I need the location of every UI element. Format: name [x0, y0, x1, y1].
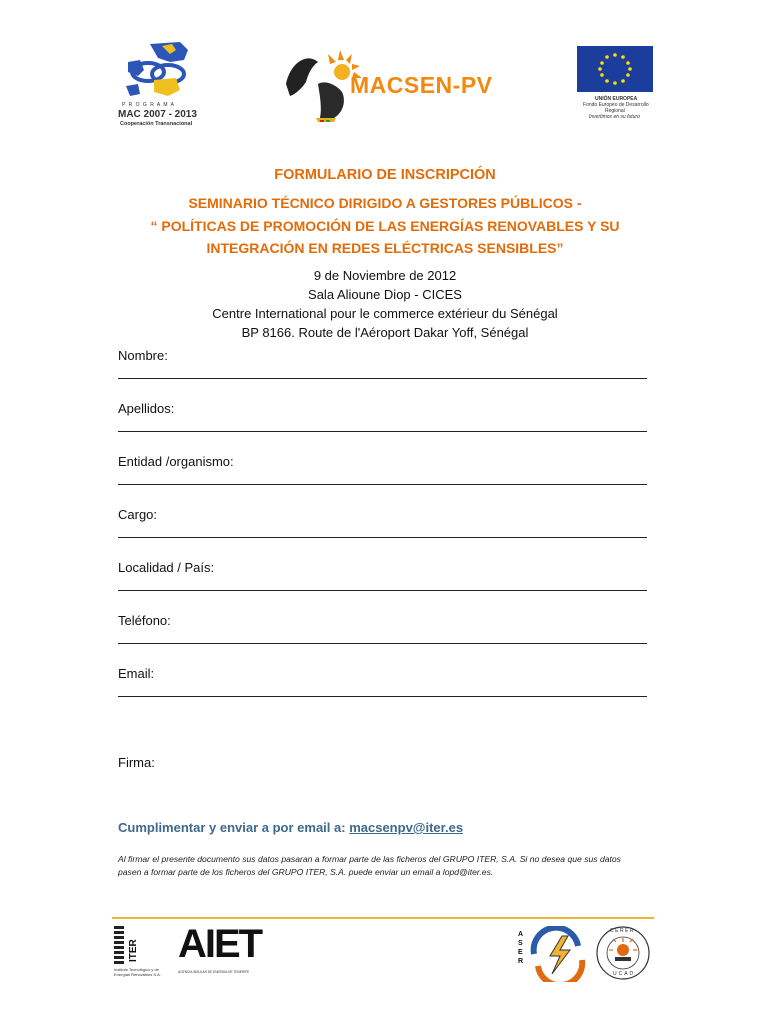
field-label-telefono: Teléfono: — [118, 613, 171, 628]
eu-logo — [573, 44, 657, 126]
aiet-logo — [178, 922, 262, 978]
aiet-wordmark: AIET — [178, 922, 262, 966]
event-address: BP 8166. Route de l'Aéroport Dakar Yoff, Sénégal — [241, 325, 529, 340]
privacy-line-2: pasen a formar parte de los ficheros del GRUPO ITER, S.A. puede enviar un email a lopd@iter.es. — [118, 867, 494, 877]
submit-text: Cumplimentar y enviar a por email a: — [118, 820, 346, 835]
field-label-apellidos: Apellidos: — [118, 401, 175, 416]
iter-caption-2: Energías Renovables S.A. — [114, 972, 161, 977]
event-venue: Centre International pour le commerce extérieur du Sénégal — [212, 306, 558, 321]
footer-divider — [112, 917, 654, 919]
iter-caption-1: Instituto Tecnológico y de — [114, 967, 159, 972]
submit-instructions — [118, 820, 463, 835]
eu-line3: Regional — [605, 108, 625, 114]
aiet-caption: AGENCIA INSULAR DE ENERGÍA DE TENERIFE — [178, 970, 250, 974]
macsen-pv-wordmark: MACSEN-PV — [350, 72, 493, 98]
mac-logo-graphic — [110, 40, 220, 102]
macsen-pv-logo — [280, 44, 510, 124]
subtitle-line-3: INTEGRACIÓN EN REDES ELÉCTRICAS SENSIBLES” — [206, 240, 564, 256]
submit-email-link[interactable]: macsenpv@iter.es — [349, 820, 464, 835]
mac-programa-text: P R O G R A M A — [122, 102, 175, 108]
field-label-nombre: Nombre: — [118, 348, 168, 363]
field-line-cargo[interactable] — [118, 537, 647, 538]
field-label-entidad: Entidad /organismo: — [118, 454, 234, 469]
eu-line4: Invertimos en su futuro — [589, 114, 640, 120]
mac-2007-2013-logo — [110, 40, 220, 130]
field-line-email[interactable] — [118, 696, 647, 697]
aser-letters: ASER — [518, 931, 524, 965]
cerer-logo — [594, 924, 652, 982]
field-label-email: Email: — [118, 666, 155, 681]
privacy-line-1: Al firmar el presente documento sus datos pasaran a formar parte de las ficheros del GRUPO ITER, S.A. Si no desea que sus datos — [118, 854, 621, 864]
subtitle-line-2: “ POLÍTICAS DE PROMOCIÓN DE LAS ENERGÍAS RENOVABLES Y SU — [150, 218, 620, 234]
iter-logo — [114, 926, 178, 976]
iter-wordmark: ITER — [128, 939, 139, 962]
event-date: 9 de Noviembre de 2012 — [313, 268, 457, 283]
event-room: Sala Alioune Diop - CICES — [308, 287, 462, 302]
field-line-entidad[interactable] — [118, 484, 647, 485]
cerer-top-text: CERER — [610, 928, 636, 934]
aser-lightning-icon — [528, 926, 588, 982]
eu-line2: Fondo Europeo de Desarrollo — [583, 102, 649, 108]
field-line-localidad[interactable] — [118, 590, 647, 591]
mac-years-text: MAC 2007 - 2013 — [118, 109, 197, 120]
subtitle-line-1: SEMINARIO TÉCNICO DIRIGIDO A GESTORES PÚBLICOS - — [188, 195, 582, 211]
eu-stars-icon — [577, 46, 653, 92]
iter-bars-icon — [114, 926, 124, 966]
field-label-cargo: Cargo: — [118, 507, 158, 522]
form-title: FORMULARIO DE INSCRIPCIÓN — [274, 167, 496, 183]
signature-label: Firma: — [118, 755, 155, 770]
cerer-bottom-text: UCAD — [613, 971, 636, 977]
field-line-apellidos[interactable] — [118, 431, 647, 432]
eu-flag — [577, 46, 653, 92]
field-line-telefono[interactable] — [118, 643, 647, 644]
eu-line1: UNIÓN EUROPEA — [595, 96, 638, 102]
field-line-nombre[interactable] — [118, 378, 647, 379]
mac-subtitle-text: Cooperación Transnacional — [120, 121, 193, 127]
field-label-localidad: Localidad / País: — [118, 560, 215, 575]
privacy-notice — [118, 853, 658, 879]
aser-logo — [518, 926, 588, 986]
